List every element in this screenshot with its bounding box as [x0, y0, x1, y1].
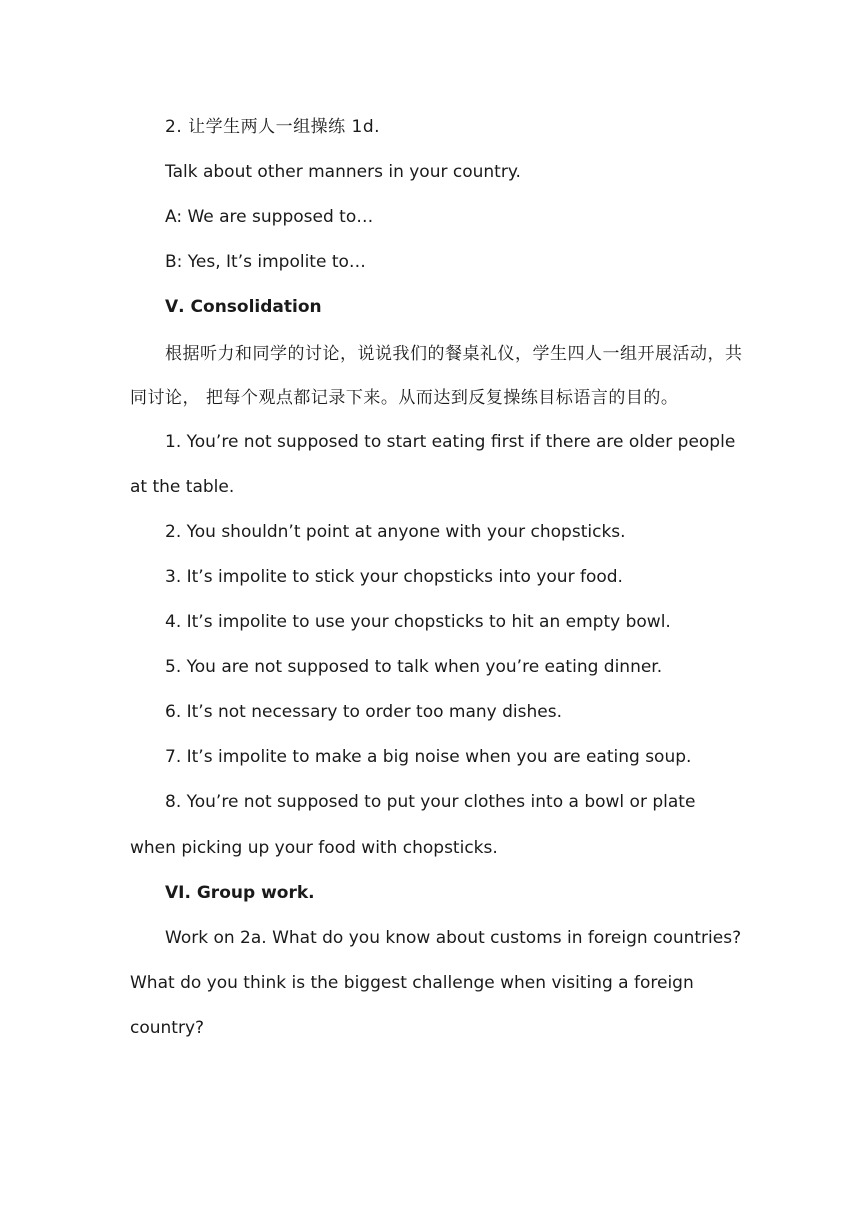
step-2-instruction: 2. 让学生两人一组操练 1d.	[165, 117, 381, 137]
rule-4: 4. It’s impolite to use your chopsticks to hit an empty bowl.	[165, 612, 671, 632]
dialogue-line-a: A: We are supposed to…	[165, 207, 374, 227]
intro-paragraph-line-1: 根据听力和同学的讨论，说说我们的餐桌礼仪，学生四人一组开展活动，共	[165, 344, 743, 364]
group-work-line-2: What do you think is the biggest challenge when visiting a foreign	[130, 973, 694, 993]
rule-8-line-1: 8. You’re not supposed to put your clothes into a bowl or plate	[165, 792, 696, 812]
rule-7: 7. It’s impolite to make a big noise when you are eating soup.	[165, 747, 692, 767]
group-work-line-1: Work on 2a. What do you know about customs in foreign countries?	[165, 928, 742, 948]
rule-5: 5. You are not supposed to talk when you’re eating dinner.	[165, 657, 663, 677]
section-vi-heading: VI. Group work.	[165, 883, 315, 903]
rule-2: 2. You shouldn’t point at anyone with your chopsticks.	[165, 522, 626, 542]
rule-6: 6. It’s not necessary to order too many dishes.	[165, 702, 562, 722]
rule-8-line-2: when picking up your food with chopsticks.	[130, 838, 498, 858]
group-work-line-3: country?	[130, 1018, 205, 1038]
dialogue-line-b: B: Yes, It’s impolite to…	[165, 252, 366, 272]
rule-3: 3. It’s impolite to stick your chopsticks into your food.	[165, 567, 623, 587]
intro-paragraph-line-2: 同讨论， 把每个观点都记录下来。从而达到反复操练目标语言的目的。	[130, 388, 679, 408]
section-v-heading: Ⅴ. Consolidation	[165, 297, 322, 317]
rule-1-line-1: 1. You’re not supposed to start eating first if there are older people	[165, 432, 736, 452]
rule-1-line-2: at the table.	[130, 477, 235, 497]
talk-prompt: Talk about other manners in your country.	[165, 162, 521, 182]
